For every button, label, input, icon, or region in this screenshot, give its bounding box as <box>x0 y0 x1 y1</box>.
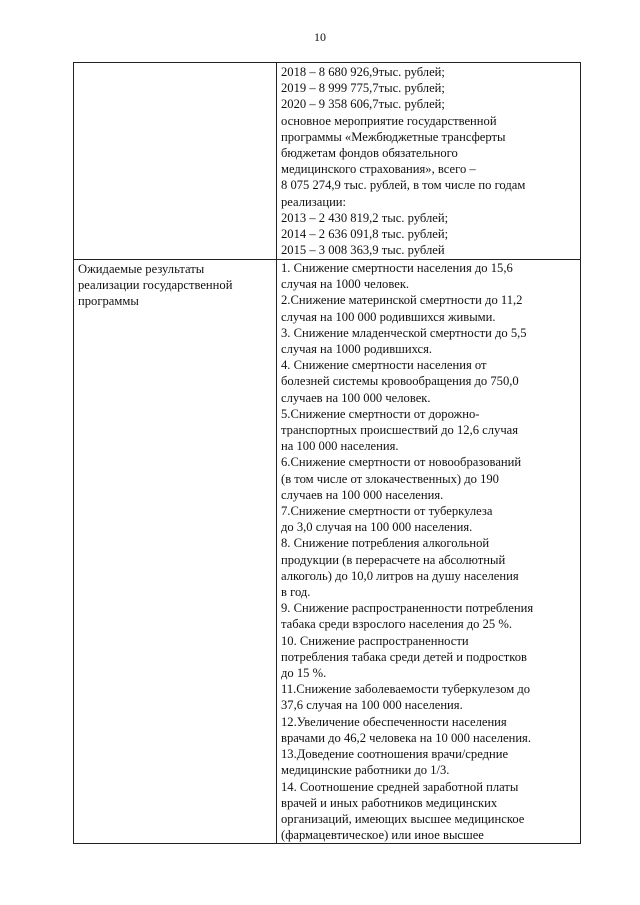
funding-line: 2014 – 2 636 091,8 тыс. рублей; <box>281 227 449 242</box>
result-line: (фармацевтическое) или иное высшее <box>281 828 484 843</box>
result-line: случая на 1000 человек. <box>281 277 410 292</box>
result-line: врачей и иных работников медицинских <box>281 795 498 810</box>
funding-line: медицинского страхования», всего – <box>281 162 476 177</box>
result-line: 6.Снижение смертности от новообразований <box>281 455 522 470</box>
result-line: алкоголь) до 10,0 литров на душу населения <box>281 568 519 583</box>
funding-line: бюджетам фондов обязательного <box>281 146 458 161</box>
funding-line: программы «Межбюджетные трансферты <box>281 129 506 144</box>
result-line: случая на 100 000 родившихся живыми. <box>281 309 496 324</box>
result-line: медицинские работники до 1/3. <box>281 763 450 778</box>
funding-line: 8 075 274,9 тыс. рублей, в том числе по годам <box>281 178 526 193</box>
result-line: 2.Снижение материнской смертности до 11,2 <box>281 293 523 308</box>
results-label-line: Ожидаемые результаты <box>78 262 205 276</box>
result-line: врачами до 46,2 человека на 10 000 населения. <box>281 730 531 745</box>
result-line: 1. Снижение смертности населения до 15,6 <box>281 261 513 275</box>
result-line: 7.Снижение смертности от туберкулеза <box>281 504 493 519</box>
funding-line: 2019 – 8 999 775,7тыс. рублей; <box>281 81 445 96</box>
funding-line: реализации: <box>281 194 347 209</box>
funding-row <box>74 63 581 260</box>
funding-line: 2020 – 9 358 606,7тыс. рублей; <box>281 97 445 112</box>
results-label-line: программы <box>78 294 139 309</box>
result-line: табака среди взрослого населения до 25 %. <box>281 617 513 632</box>
result-line: 5.Снижение смертности от дорожно- <box>281 406 480 421</box>
result-line: случаев на 100 000 человек. <box>281 390 431 405</box>
result-line: 11.Снижение заболеваемости туберкулезом до <box>281 682 531 697</box>
result-line: 14. Соотношение средней заработной платы <box>281 779 519 794</box>
result-line: случая на 1000 родившихся. <box>281 342 433 357</box>
result-line: 10. Снижение распространенности <box>281 633 469 648</box>
result-line: организаций, имеющих высшее медицинское <box>281 811 525 826</box>
result-line: продукции (в перерасчете на абсолютный <box>281 552 506 567</box>
result-line: 4. Снижение смертности населения от <box>281 358 487 373</box>
funding-label-cell <box>74 63 277 260</box>
result-line: болезней системы кровообращения до 750,0 <box>281 374 519 389</box>
result-line: до 3,0 случая на 100 000 населения. <box>281 520 473 535</box>
funding-value-cell <box>277 63 581 260</box>
results-value-cell <box>277 260 581 844</box>
result-line: потребления табака среди детей и подростков <box>281 649 527 664</box>
results-label-cell <box>74 260 277 844</box>
results-label-line: реализации государственной <box>78 278 233 293</box>
program-passport-table <box>73 62 581 844</box>
funding-line: 2015 – 3 008 363,9 тыс. рублей <box>281 243 445 258</box>
page-number: 10 <box>314 30 326 44</box>
result-line: 8. Снижение потребления алкогольной <box>281 536 490 551</box>
result-line: 12.Увеличение обеспеченности населения <box>281 714 507 729</box>
results-row <box>74 260 581 844</box>
result-line: транспортных происшествий до 12,6 случая <box>281 423 519 438</box>
result-line: случаев на 100 000 населения. <box>281 487 444 502</box>
funding-line: 2013 – 2 430 819,2 тыс. рублей; <box>281 210 449 225</box>
result-line: 3. Снижение младенческой смертности до 5,5 <box>281 325 527 340</box>
result-line: 13.Доведение соотношения врачи/средние <box>281 747 509 762</box>
result-line: на 100 000 населения. <box>281 439 399 454</box>
result-line: до 15 %. <box>281 666 327 681</box>
funding-line: 2018 – 8 680 926,9тыс. рублей; <box>281 65 445 79</box>
result-line: 37,6 случая на 100 000 населения. <box>281 698 463 713</box>
result-line: в год. <box>281 585 311 600</box>
funding-line: основное мероприятие государственной <box>281 113 497 128</box>
result-line: 9. Снижение распространенности потребления <box>281 601 534 616</box>
result-line: (в том числе от злокачественных) до 190 <box>281 471 499 486</box>
